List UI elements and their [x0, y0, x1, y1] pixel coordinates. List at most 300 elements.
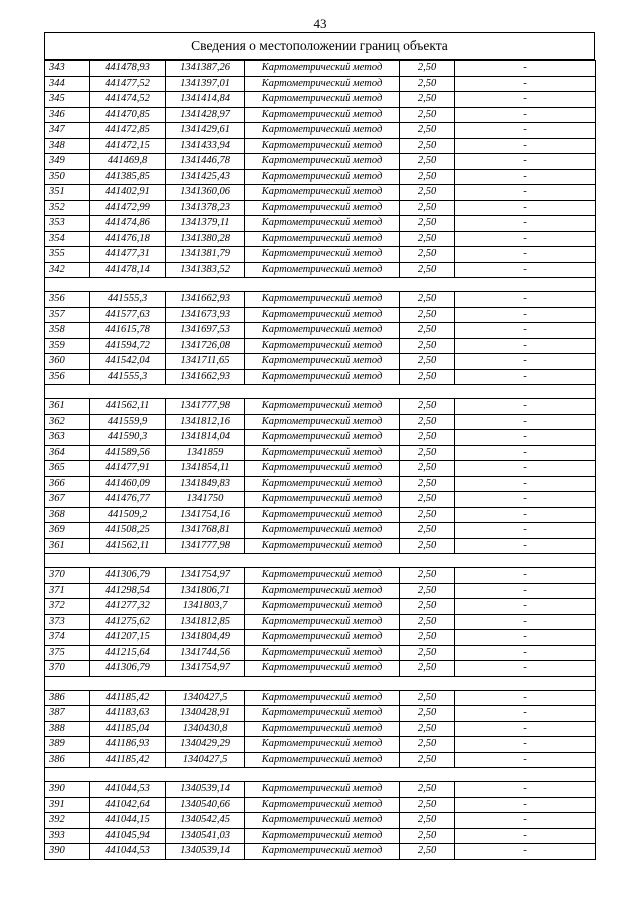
y-coordinate-cell: 1341754,97 [166, 568, 245, 584]
point-number-cell: 343 [45, 61, 90, 77]
description-cell: - [455, 307, 596, 323]
y-coordinate-cell: 1341378,23 [166, 200, 245, 216]
description-cell: - [455, 599, 596, 615]
description-cell: - [455, 630, 596, 646]
group-separator [45, 554, 596, 568]
y-coordinate-cell: 1341433,94 [166, 138, 245, 154]
x-coordinate-cell: 441472,15 [90, 138, 166, 154]
table-row [45, 307, 596, 323]
point-number-cell: 369 [45, 523, 90, 539]
y-coordinate-cell: 1340539,14 [166, 844, 245, 860]
accuracy-cell: 2,50 [400, 752, 455, 768]
point-number-cell: 360 [45, 354, 90, 370]
y-coordinate-cell: 1340541,03 [166, 828, 245, 844]
accuracy-cell: 2,50 [400, 797, 455, 813]
x-coordinate-cell: 441478,93 [90, 61, 166, 77]
accuracy-cell: 2,50 [400, 538, 455, 554]
y-coordinate-cell: 1340430,8 [166, 721, 245, 737]
description-cell: - [455, 445, 596, 461]
group-separator [45, 385, 596, 399]
accuracy-cell: 2,50 [400, 782, 455, 798]
accuracy-cell: 2,50 [400, 737, 455, 753]
method-cell: Картометрический метод [245, 369, 400, 385]
y-coordinate-cell: 1341360,06 [166, 185, 245, 201]
x-coordinate-cell: 441555,3 [90, 369, 166, 385]
method-cell: Картометрический метод [245, 123, 400, 139]
y-coordinate-cell: 1341428,97 [166, 107, 245, 123]
table-row [45, 445, 596, 461]
x-coordinate-cell: 441562,11 [90, 399, 166, 415]
table-row [45, 154, 596, 170]
point-number-cell: 391 [45, 797, 90, 813]
table-row [45, 138, 596, 154]
point-number-cell: 342 [45, 262, 90, 278]
y-coordinate-cell: 1341446,78 [166, 154, 245, 170]
x-coordinate-cell: 441474,52 [90, 92, 166, 108]
table-row [45, 797, 596, 813]
group-separator [45, 278, 596, 292]
table-row [45, 200, 596, 216]
point-number-cell: 392 [45, 813, 90, 829]
point-number-cell: 358 [45, 323, 90, 339]
description-cell: - [455, 828, 596, 844]
x-coordinate-cell: 441044,53 [90, 844, 166, 860]
y-coordinate-cell: 1341425,43 [166, 169, 245, 185]
method-cell: Картометрический метод [245, 323, 400, 339]
description-cell: - [455, 737, 596, 753]
table-row [45, 706, 596, 722]
description-cell: - [455, 752, 596, 768]
description-cell: - [455, 721, 596, 737]
separator-cell [45, 768, 596, 782]
method-cell: Картометрический метод [245, 169, 400, 185]
table-row [45, 737, 596, 753]
accuracy-cell: 2,50 [400, 169, 455, 185]
table-row [45, 568, 596, 584]
table-row [45, 354, 596, 370]
page-number: 43 [313, 16, 327, 31]
method-cell: Картометрический метод [245, 445, 400, 461]
table-row [45, 61, 596, 77]
method-cell: Картометрический метод [245, 154, 400, 170]
accuracy-cell: 2,50 [400, 61, 455, 77]
description-cell: - [455, 614, 596, 630]
y-coordinate-cell: 1341711,65 [166, 354, 245, 370]
accuracy-cell: 2,50 [400, 583, 455, 599]
x-coordinate-cell: 441207,15 [90, 630, 166, 646]
table-row [45, 107, 596, 123]
description-cell: - [455, 399, 596, 415]
table-row [45, 338, 596, 354]
accuracy-cell: 2,50 [400, 123, 455, 139]
method-cell: Картометрический метод [245, 292, 400, 308]
x-coordinate-cell: 441385,85 [90, 169, 166, 185]
table-row [45, 645, 596, 661]
x-coordinate-cell: 441042,64 [90, 797, 166, 813]
description-cell: - [455, 154, 596, 170]
method-cell: Картометрический метод [245, 599, 400, 615]
x-coordinate-cell: 441478,14 [90, 262, 166, 278]
y-coordinate-cell: 1341806,71 [166, 583, 245, 599]
method-cell: Картометрический метод [245, 507, 400, 523]
boundary-sheet [44, 32, 595, 860]
description-cell: - [455, 706, 596, 722]
x-coordinate-cell: 441562,11 [90, 538, 166, 554]
accuracy-cell: 2,50 [400, 844, 455, 860]
table-row [45, 461, 596, 477]
x-coordinate-cell: 441476,18 [90, 231, 166, 247]
point-number-cell: 350 [45, 169, 90, 185]
description-cell: - [455, 76, 596, 92]
method-cell: Картометрический метод [245, 185, 400, 201]
table-row [45, 752, 596, 768]
x-coordinate-cell: 441472,85 [90, 123, 166, 139]
method-cell: Картометрический метод [245, 737, 400, 753]
table-row [45, 507, 596, 523]
point-number-cell: 353 [45, 216, 90, 232]
y-coordinate-cell: 1341744,56 [166, 645, 245, 661]
method-cell: Картометрический метод [245, 138, 400, 154]
description-cell: - [455, 92, 596, 108]
accuracy-cell: 2,50 [400, 828, 455, 844]
y-coordinate-cell: 1341777,98 [166, 538, 245, 554]
accuracy-cell: 2,50 [400, 507, 455, 523]
x-coordinate-cell: 441044,15 [90, 813, 166, 829]
method-cell: Картометрический метод [245, 813, 400, 829]
accuracy-cell: 2,50 [400, 614, 455, 630]
y-coordinate-cell: 1341803,7 [166, 599, 245, 615]
table-row [45, 599, 596, 615]
group-separator [45, 676, 596, 690]
method-cell: Картометрический метод [245, 568, 400, 584]
point-number-cell: 367 [45, 492, 90, 508]
point-number-cell: 387 [45, 706, 90, 722]
accuracy-cell: 2,50 [400, 292, 455, 308]
point-number-cell: 388 [45, 721, 90, 737]
description-cell: - [455, 461, 596, 477]
accuracy-cell: 2,50 [400, 154, 455, 170]
point-number-cell: 374 [45, 630, 90, 646]
point-number-cell: 368 [45, 507, 90, 523]
description-cell: - [455, 200, 596, 216]
table-row [45, 661, 596, 677]
accuracy-cell: 2,50 [400, 76, 455, 92]
accuracy-cell: 2,50 [400, 414, 455, 430]
accuracy-cell: 2,50 [400, 523, 455, 539]
y-coordinate-cell: 1341662,93 [166, 292, 245, 308]
description-cell: - [455, 323, 596, 339]
point-number-cell: 345 [45, 92, 90, 108]
description-cell: - [455, 583, 596, 599]
x-coordinate-cell: 441402,91 [90, 185, 166, 201]
point-number-cell: 355 [45, 247, 90, 263]
table-row [45, 492, 596, 508]
x-coordinate-cell: 441477,31 [90, 247, 166, 263]
method-cell: Картометрический метод [245, 538, 400, 554]
point-number-cell: 386 [45, 752, 90, 768]
table-row [45, 123, 596, 139]
description-cell: - [455, 231, 596, 247]
point-number-cell: 362 [45, 414, 90, 430]
table-row [45, 430, 596, 446]
y-coordinate-cell: 1341854,11 [166, 461, 245, 477]
accuracy-cell: 2,50 [400, 107, 455, 123]
y-coordinate-cell: 1341379,11 [166, 216, 245, 232]
method-cell: Картометрический метод [245, 583, 400, 599]
accuracy-cell: 2,50 [400, 399, 455, 415]
table-row [45, 721, 596, 737]
description-cell: - [455, 292, 596, 308]
table-row [45, 262, 596, 278]
x-coordinate-cell: 441477,91 [90, 461, 166, 477]
description-cell: - [455, 185, 596, 201]
method-cell: Картометрический метод [245, 247, 400, 263]
y-coordinate-cell: 1340540,66 [166, 797, 245, 813]
method-cell: Картометрический метод [245, 338, 400, 354]
method-cell: Картометрический метод [245, 461, 400, 477]
point-number-cell: 365 [45, 461, 90, 477]
accuracy-cell: 2,50 [400, 323, 455, 339]
method-cell: Картометрический метод [245, 630, 400, 646]
y-coordinate-cell: 1340427,5 [166, 752, 245, 768]
point-number-cell: 348 [45, 138, 90, 154]
accuracy-cell: 2,50 [400, 599, 455, 615]
point-number-cell: 372 [45, 599, 90, 615]
point-number-cell: 344 [45, 76, 90, 92]
method-cell: Картометрический метод [245, 92, 400, 108]
method-cell: Картометрический метод [245, 76, 400, 92]
table-row [45, 399, 596, 415]
description-cell: - [455, 538, 596, 554]
description-cell: - [455, 797, 596, 813]
description-cell: - [455, 369, 596, 385]
table-row [45, 614, 596, 630]
description-cell: - [455, 354, 596, 370]
y-coordinate-cell: 1341754,97 [166, 661, 245, 677]
method-cell: Картометрический метод [245, 399, 400, 415]
x-coordinate-cell: 441589,56 [90, 445, 166, 461]
description-cell: - [455, 414, 596, 430]
separator-cell [45, 278, 596, 292]
table-row [45, 523, 596, 539]
x-coordinate-cell: 441477,52 [90, 76, 166, 92]
method-cell: Картометрический метод [245, 661, 400, 677]
accuracy-cell: 2,50 [400, 492, 455, 508]
description-cell: - [455, 107, 596, 123]
method-cell: Картометрический метод [245, 690, 400, 706]
point-number-cell: 386 [45, 690, 90, 706]
method-cell: Картометрический метод [245, 200, 400, 216]
description-cell: - [455, 492, 596, 508]
table-row [45, 169, 596, 185]
y-coordinate-cell: 1341750 [166, 492, 245, 508]
x-coordinate-cell: 441045,94 [90, 828, 166, 844]
x-coordinate-cell: 441460,09 [90, 476, 166, 492]
x-coordinate-cell: 441577,63 [90, 307, 166, 323]
y-coordinate-cell: 1341381,79 [166, 247, 245, 263]
point-number-cell: 351 [45, 185, 90, 201]
method-cell: Картометрический метод [245, 492, 400, 508]
point-number-cell: 366 [45, 476, 90, 492]
y-coordinate-cell: 1341383,52 [166, 262, 245, 278]
x-coordinate-cell: 441186,93 [90, 737, 166, 753]
point-number-cell: 359 [45, 338, 90, 354]
accuracy-cell: 2,50 [400, 138, 455, 154]
method-cell: Картометрический метод [245, 307, 400, 323]
x-coordinate-cell: 441185,42 [90, 752, 166, 768]
description-cell: - [455, 813, 596, 829]
table-row [45, 92, 596, 108]
description-cell: - [455, 645, 596, 661]
table-row [45, 538, 596, 554]
accuracy-cell: 2,50 [400, 476, 455, 492]
method-cell: Картометрический метод [245, 645, 400, 661]
y-coordinate-cell: 1340428,91 [166, 706, 245, 722]
y-coordinate-cell: 1341859 [166, 445, 245, 461]
y-coordinate-cell: 1340429,29 [166, 737, 245, 753]
method-cell: Картометрический метод [245, 430, 400, 446]
accuracy-cell: 2,50 [400, 445, 455, 461]
x-coordinate-cell: 441469,8 [90, 154, 166, 170]
y-coordinate-cell: 1341697,53 [166, 323, 245, 339]
point-number-cell: 364 [45, 445, 90, 461]
description-cell: - [455, 568, 596, 584]
table-row [45, 583, 596, 599]
y-coordinate-cell: 1341849,83 [166, 476, 245, 492]
description-cell: - [455, 430, 596, 446]
description-cell: - [455, 782, 596, 798]
method-cell: Картометрический метод [245, 354, 400, 370]
accuracy-cell: 2,50 [400, 338, 455, 354]
table-row [45, 690, 596, 706]
y-coordinate-cell: 1341397,01 [166, 76, 245, 92]
table-row [45, 813, 596, 829]
table-row [45, 414, 596, 430]
table-row [45, 231, 596, 247]
point-number-cell: 370 [45, 661, 90, 677]
table-row [45, 476, 596, 492]
x-coordinate-cell: 441542,04 [90, 354, 166, 370]
x-coordinate-cell: 441559,9 [90, 414, 166, 430]
accuracy-cell: 2,50 [400, 307, 455, 323]
point-number-cell: 371 [45, 583, 90, 599]
x-coordinate-cell: 441472,99 [90, 200, 166, 216]
point-number-cell: 363 [45, 430, 90, 446]
table-row [45, 828, 596, 844]
accuracy-cell: 2,50 [400, 200, 455, 216]
point-number-cell: 370 [45, 568, 90, 584]
accuracy-cell: 2,50 [400, 185, 455, 201]
method-cell: Картометрический метод [245, 61, 400, 77]
accuracy-cell: 2,50 [400, 430, 455, 446]
description-cell: - [455, 138, 596, 154]
point-number-cell: 375 [45, 645, 90, 661]
description-cell: - [455, 169, 596, 185]
accuracy-cell: 2,50 [400, 645, 455, 661]
point-number-cell: 349 [45, 154, 90, 170]
point-number-cell: 390 [45, 782, 90, 798]
separator-cell [45, 676, 596, 690]
point-number-cell: 393 [45, 828, 90, 844]
x-coordinate-cell: 441306,79 [90, 568, 166, 584]
description-cell: - [455, 661, 596, 677]
accuracy-cell: 2,50 [400, 247, 455, 263]
accuracy-cell: 2,50 [400, 706, 455, 722]
y-coordinate-cell: 1341429,61 [166, 123, 245, 139]
x-coordinate-cell: 441044,53 [90, 782, 166, 798]
point-number-cell: 356 [45, 292, 90, 308]
method-cell: Картометрический метод [245, 414, 400, 430]
x-coordinate-cell: 441508,25 [90, 523, 166, 539]
point-number-cell: 361 [45, 538, 90, 554]
y-coordinate-cell: 1341726,08 [166, 338, 245, 354]
description-cell: - [455, 523, 596, 539]
description-cell: - [455, 123, 596, 139]
method-cell: Картометрический метод [245, 216, 400, 232]
accuracy-cell: 2,50 [400, 630, 455, 646]
y-coordinate-cell: 1341768,81 [166, 523, 245, 539]
section-header: Сведения о местоположении границ объекта [44, 32, 595, 60]
description-cell: - [455, 690, 596, 706]
point-number-cell: 354 [45, 231, 90, 247]
method-cell: Картометрический метод [245, 614, 400, 630]
y-coordinate-cell: 1341387,26 [166, 61, 245, 77]
accuracy-cell: 2,50 [400, 231, 455, 247]
point-number-cell: 357 [45, 307, 90, 323]
method-cell: Картометрический метод [245, 752, 400, 768]
x-coordinate-cell: 441476,77 [90, 492, 166, 508]
accuracy-cell: 2,50 [400, 568, 455, 584]
x-coordinate-cell: 441306,79 [90, 661, 166, 677]
x-coordinate-cell: 441275,62 [90, 614, 166, 630]
coordinates-table [44, 60, 596, 860]
x-coordinate-cell: 441615,78 [90, 323, 166, 339]
accuracy-cell: 2,50 [400, 690, 455, 706]
x-coordinate-cell: 441590,3 [90, 430, 166, 446]
x-coordinate-cell: 441474,86 [90, 216, 166, 232]
x-coordinate-cell: 441298,54 [90, 583, 166, 599]
description-cell: - [455, 507, 596, 523]
accuracy-cell: 2,50 [400, 461, 455, 477]
description-cell: - [455, 844, 596, 860]
point-number-cell: 352 [45, 200, 90, 216]
table-row [45, 216, 596, 232]
accuracy-cell: 2,50 [400, 721, 455, 737]
y-coordinate-cell: 1341777,98 [166, 399, 245, 415]
y-coordinate-cell: 1340539,14 [166, 782, 245, 798]
accuracy-cell: 2,50 [400, 92, 455, 108]
method-cell: Картометрический метод [245, 231, 400, 247]
method-cell: Картометрический метод [245, 523, 400, 539]
x-coordinate-cell: 441555,3 [90, 292, 166, 308]
description-cell: - [455, 476, 596, 492]
table-row [45, 247, 596, 263]
y-coordinate-cell: 1341414,84 [166, 92, 245, 108]
table-row [45, 76, 596, 92]
x-coordinate-cell: 441185,04 [90, 721, 166, 737]
y-coordinate-cell: 1340542,45 [166, 813, 245, 829]
accuracy-cell: 2,50 [400, 262, 455, 278]
separator-cell [45, 385, 596, 399]
y-coordinate-cell: 1341812,16 [166, 414, 245, 430]
description-cell: - [455, 338, 596, 354]
method-cell: Картометрический метод [245, 844, 400, 860]
table-row [45, 369, 596, 385]
description-cell: - [455, 247, 596, 263]
table-row [45, 323, 596, 339]
x-coordinate-cell: 441185,42 [90, 690, 166, 706]
x-coordinate-cell: 441277,32 [90, 599, 166, 615]
